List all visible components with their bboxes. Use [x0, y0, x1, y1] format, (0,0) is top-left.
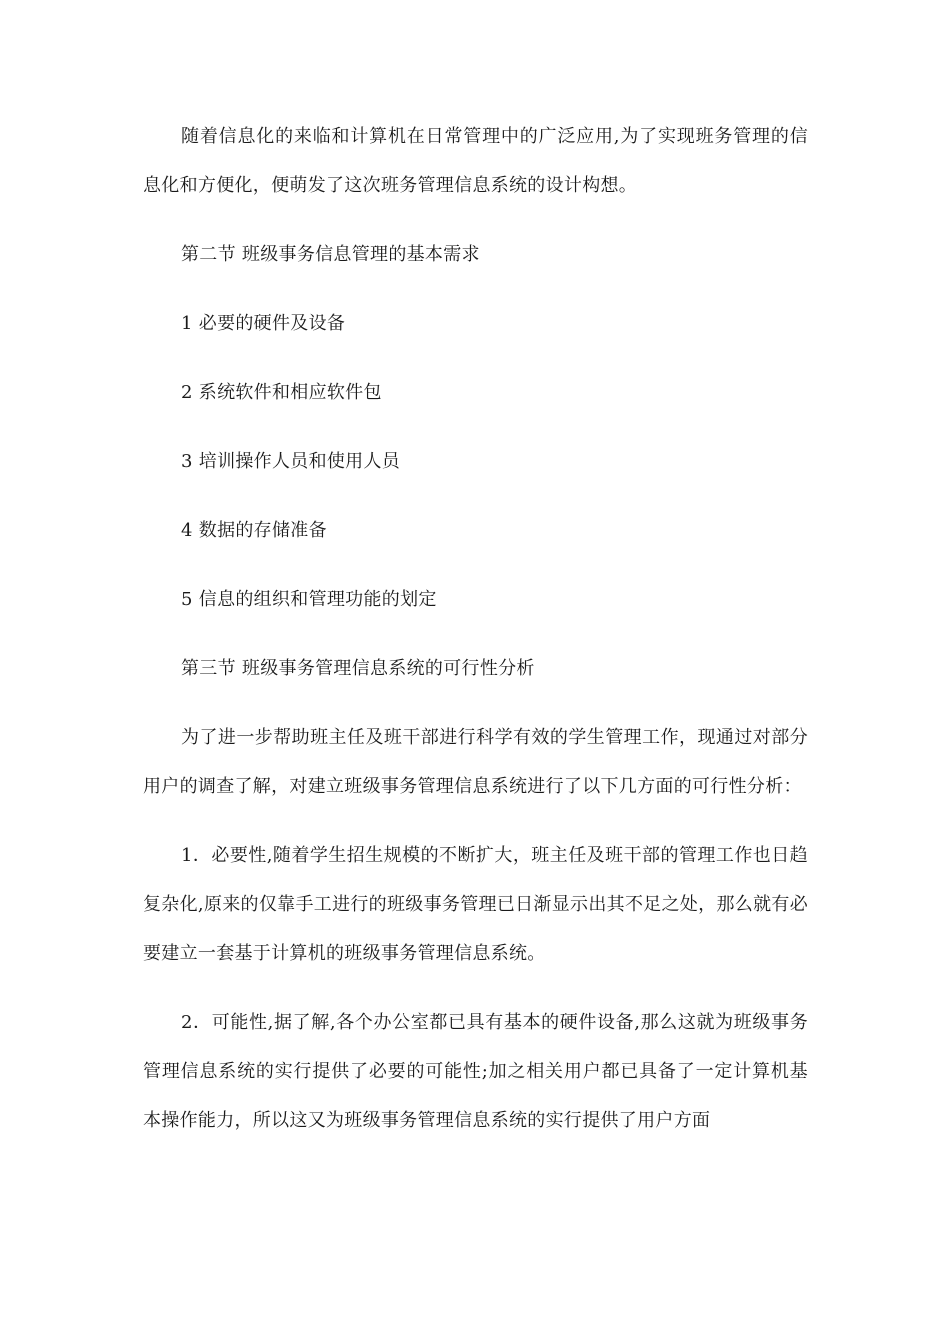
possibility-paragraph: 2．可能性,据了解,各个办公室都已具有基本的硬件设备,那么这就为班级事务管理信息系统的实行提供了必要的可能性;加之相关用户都已具备了一定计算机基本操作能力，所以这又为班级事务管理信息系统的实行提供了用户方面	[143, 1012, 808, 1131]
requirement-item-5: 5 信息的组织和管理功能的划定	[181, 589, 437, 610]
section-2-title: 第二节 班级事务信息管理的基本需求	[181, 244, 480, 265]
requirement-item-4: 4 数据的存储准备	[181, 520, 327, 541]
section-3-title: 第三节 班级事务管理信息系统的可行性分析	[181, 658, 535, 679]
document-body	[143, 112, 808, 1145]
analysis-intro-paragraph: 为了进一步帮助班主任及班干部进行科学有效的学生管理工作，现通过对部分用户的调查了解，对建立班级事务管理信息系统进行了以下几方面的可行性分析：	[143, 727, 808, 797]
requirement-item-1: 1 必要的硬件及设备	[181, 313, 346, 334]
intro-paragraph: 随着信息化的来临和计算机在日常管理中的广泛应用,为了实现班务管理的信息化和方便化，便萌发了这次班务管理信息系统的设计构想。	[143, 126, 808, 196]
requirement-item-2: 2 系统软件和相应软件包	[181, 382, 382, 403]
necessity-paragraph: 1．必要性,随着学生招生规模的不断扩大，班主任及班干部的管理工作也日趋复杂化,原来的仅靠手工进行的班级事务管理已日渐显示出其不足之处，那么就有必要建立一套基于计算机的班级事务管理信息系统。	[143, 845, 808, 964]
requirement-item-3: 3 培训操作人员和使用人员	[181, 451, 401, 472]
